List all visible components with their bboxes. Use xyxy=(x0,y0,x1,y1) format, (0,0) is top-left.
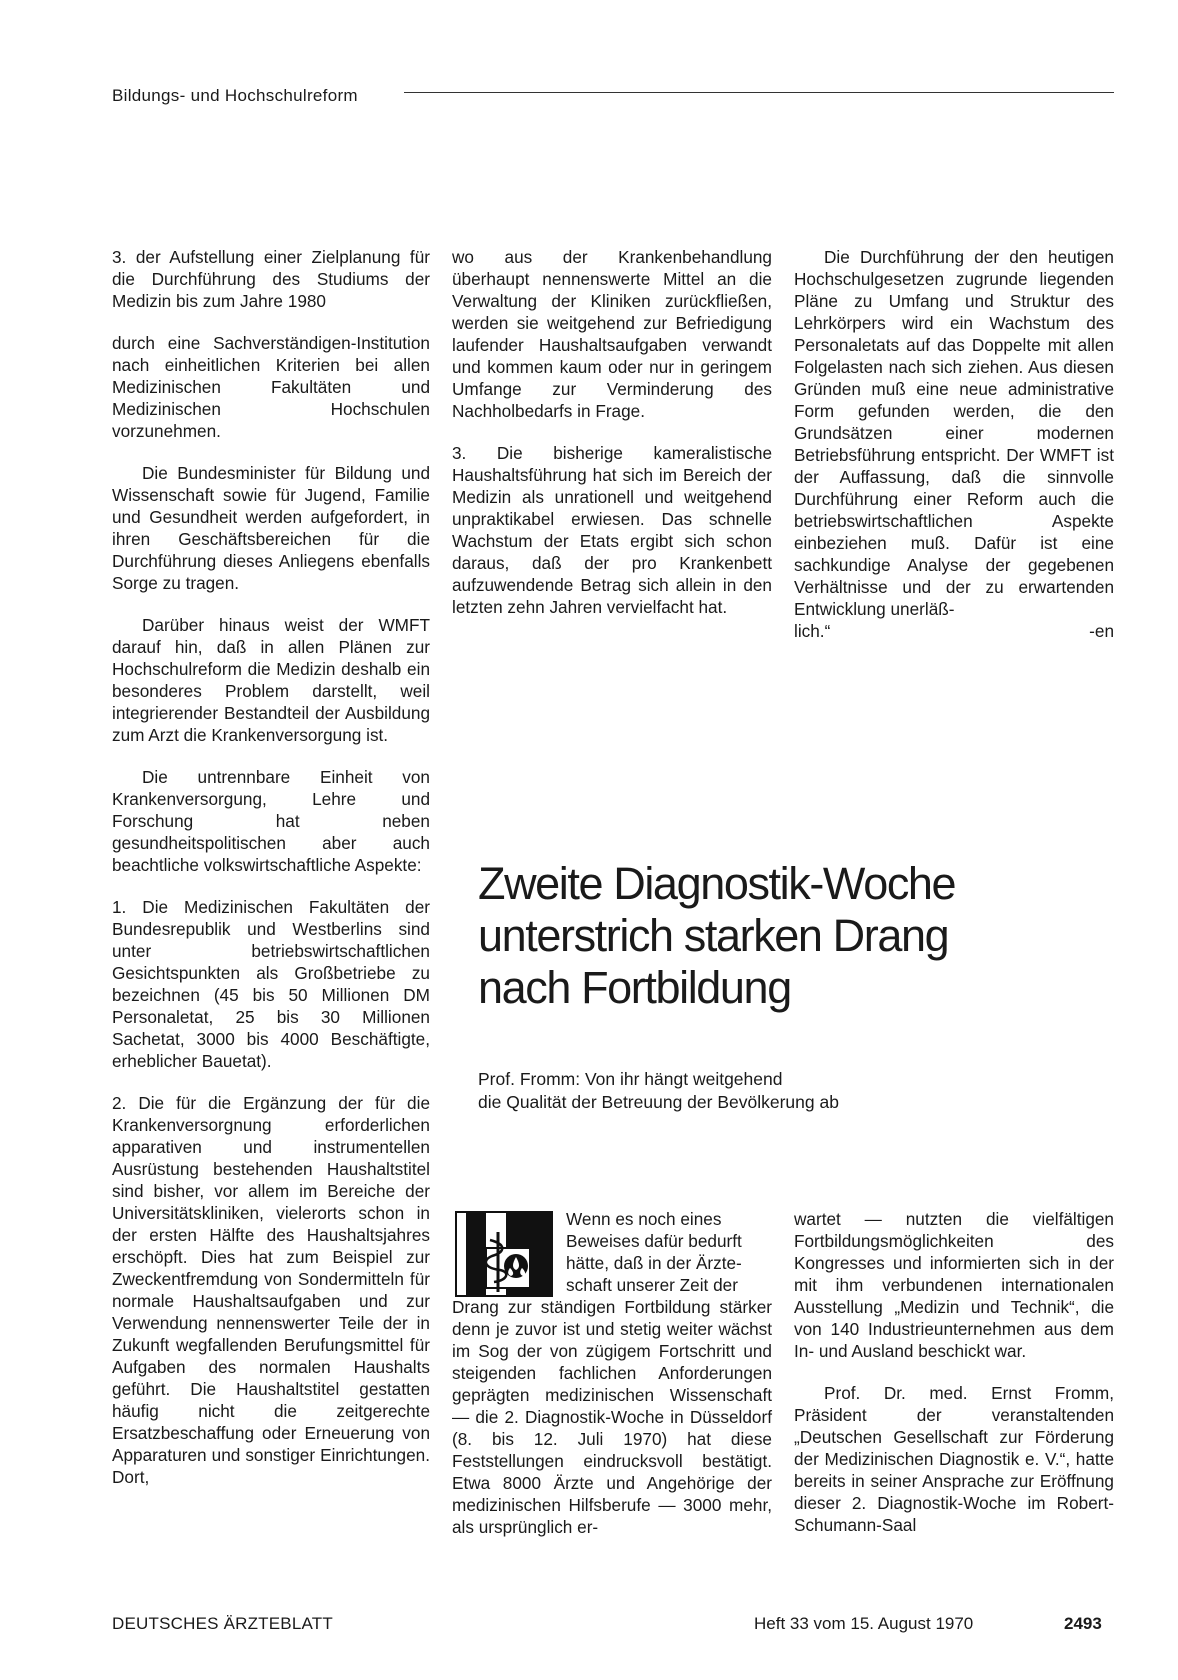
column-1 xyxy=(112,246,430,1508)
column-2 xyxy=(452,246,772,638)
header-rule xyxy=(404,92,1114,93)
paragraph: durch eine Sachverständigen-Institution nach einheitlichen Kriterien bei allen Medizinischen Fakultäten und Medizinischen Hochschulen vorzunehmen. xyxy=(112,333,430,441)
headline-line: nach Fortbildung xyxy=(478,962,791,1013)
article-headline xyxy=(478,858,1118,1014)
lead-beside-logo xyxy=(566,1208,772,1296)
headline-line: unterstrich starken Drang xyxy=(478,910,949,961)
paragraph: wo aus der Krankenbehandlung überhaupt nennenswerte Mittel an die Verwaltung der Kliniken zurückfließen, werden sie weitgehend zur Befriedigung laufender Haushaltsaufgaben verwandt und kommen kaum oder nur in geringem Umfange zur Verminderung des Nachholbedarfs in Frage. xyxy=(452,247,772,421)
paragraph-end: lich.“ xyxy=(794,621,831,641)
author-signature: -en xyxy=(1089,621,1114,641)
aesculapius-staff-logo-icon xyxy=(454,1210,554,1298)
column-3 xyxy=(794,246,1114,642)
paragraph: wartet — nutzten die vielfältigen Fortbildungsmöglichkeiten des Kongresses und informierten sich in der mit ihm verbundenen internationalen Ausstellung „Medizin und Technik“, die von 140 Industrieunternehmen aus dem In- und Ausland beschickt war. xyxy=(794,1209,1114,1361)
signature-line xyxy=(794,620,1114,642)
running-header: Bildungs- und Hochschulreform xyxy=(112,86,358,105)
paragraph: Darüber hinaus weist der WMFT darauf hin, daß in allen Plänen zur Hochschulreform die Medizin deshalb ein besonderes Problem darstellt, weil integrierender Bestandteil der Ausbildung zum Arzt die Krankenversorgung ist. xyxy=(112,615,430,745)
paragraph: Prof. Dr. med. Ernst Fromm, Präsident der veranstaltenden „Deutschen Gesellschaft zur Förderung der Medizinischen Diagnostik e. V.“, hatte bereits in seiner Ansprache zur Eröffnung dieser 2. Diagnostik-Woche im Robert-Schumann-Saal xyxy=(794,1383,1114,1535)
article-column-3 xyxy=(794,1208,1114,1556)
headline-line: Zweite Diagnostik-Woche xyxy=(478,858,956,909)
paragraph: 3. der Aufstellung einer Zielplanung für die Durchführung des Studiums der Medizin bis zum Jahre 1980 xyxy=(112,247,430,311)
text-line: Wenn es noch eines xyxy=(566,1209,722,1229)
article-subhead xyxy=(478,1068,1118,1114)
subhead-line: die Qualität der Betreuung der Bevölkerung ab xyxy=(478,1092,839,1112)
paragraph: Die Bundesminister für Bildung und Wissenschaft sowie für Jugend, Familie und Gesundheit werden aufgefordert, in ihren Geschäftsbereichen für die Durchführung dieses Anliegens ebenfalls Sorge zu tragen. xyxy=(112,463,430,593)
text-line: Beweises dafür bedurft xyxy=(566,1231,742,1251)
issue-info: Heft 33 vom 15. August 1970 xyxy=(754,1614,974,1633)
text-line: hätte, daß in der Ärzte- xyxy=(566,1253,742,1273)
paragraph: Drang zur ständigen Fortbildung stärker denn je zuvor ist und stetig weiter wächst im Sog der von zügigem Fortschritt und steigenden fachlichen Anforderungen geprägten medizinischen Wissenschaft — die 2. Diagnostik-Woche in Düsseldorf (8. bis 12. Juli 1970) hat diese Feststellungen eindrucksvoll bestätigt. Etwa 8000 Ärzte und Angehörige der medizinischen Hilfsberufe — 3000 mehr, als ursprünglich er- xyxy=(452,1297,772,1537)
paragraph: 1. Die Medizinischen Fakultäten der Bundesrepublik und Westberlins sind unter betriebswirtschaftlichen Gesichtspunkten als Großbetriebe zu bezeichnen (45 bis 50 Millionen DM Personaletat, 25 bis 30 Millionen Sachetat, 3000 bis 4000 Beschäftigte, erheblicher Bauetat). xyxy=(112,897,430,1071)
paragraph: Die untrennbare Einheit von Krankenversorgung, Lehre und Forschung hat neben gesundheitspolitischen aber auch beachtliche volkswirtschaftliche Aspekte: xyxy=(112,767,430,875)
paragraph: 3. Die bisherige kameralistische Haushaltsführung hat sich im Bereich der Medizin als unrationell und weitgehend unpraktikabel erwiesen. Das schnelle Wachstum der Etats ergibt sich schon daraus, daß der pro Krankenbett aufzuwendende Betrag sich allein in den letzten zehn Jahren vervielfacht hat. xyxy=(452,443,772,617)
journal-name: DEUTSCHES ÄRZTEBLATT xyxy=(112,1614,333,1633)
subhead-line: Prof. Fromm: Von ihr hängt weitgehend xyxy=(478,1069,783,1089)
paragraph: Die Durchführung der den heutigen Hochschulgesetzen zugrunde liegenden Pläne zu Umfang und Struktur des Lehrkörpers wird ein Wachstum des Personaletats auf das Doppelte mit allen Folgelasten nach sich ziehen. Aus diesen Gründen muß eine neue administrative Form gefunden werden, die den Grundsätzen einer modernen Betriebsführung entspricht. Der WMFT ist der Auffassung, daß die sinnvolle Durchführung einer Reform auch die betriebswirtschaftlichen Aspekte einbeziehen muß. Dafür ist eine sachkundige Analyse der gegebenen Verhältnisse und der zu erwartenden Entwicklung unerläß- xyxy=(794,247,1114,619)
page-number: 2493 xyxy=(1064,1614,1102,1633)
paragraph: 2. Die für die Ergänzung der für die Krankenversorgnung erforderlichen apparativen und instrumentellen Ausrüstung bestehenden Haushaltstitel sind bisher, vor allem im Bereiche der Universitätskliniken, vielerorts schon in der ersten Hälfte des Haushaltsjahres erschöpft. Dies hat zum Beispiel zur Zweckentfremdung von Sondermitteln für normale Haushaltsaufgaben und zur Verwendung nennenswerter Teile der in Zukunft wegfallenden Berufungsmittel für Aufgaben des normalen Haushalts geführt. Die Haushaltstitel gestatten häufig nicht die zeitgerechte Ersatzbeschaffung oder Erneuerung von Apparaturen und sonstiger Einrichtungen. Dort, xyxy=(112,1093,430,1487)
text-line: schaft unserer Zeit der xyxy=(566,1275,738,1295)
